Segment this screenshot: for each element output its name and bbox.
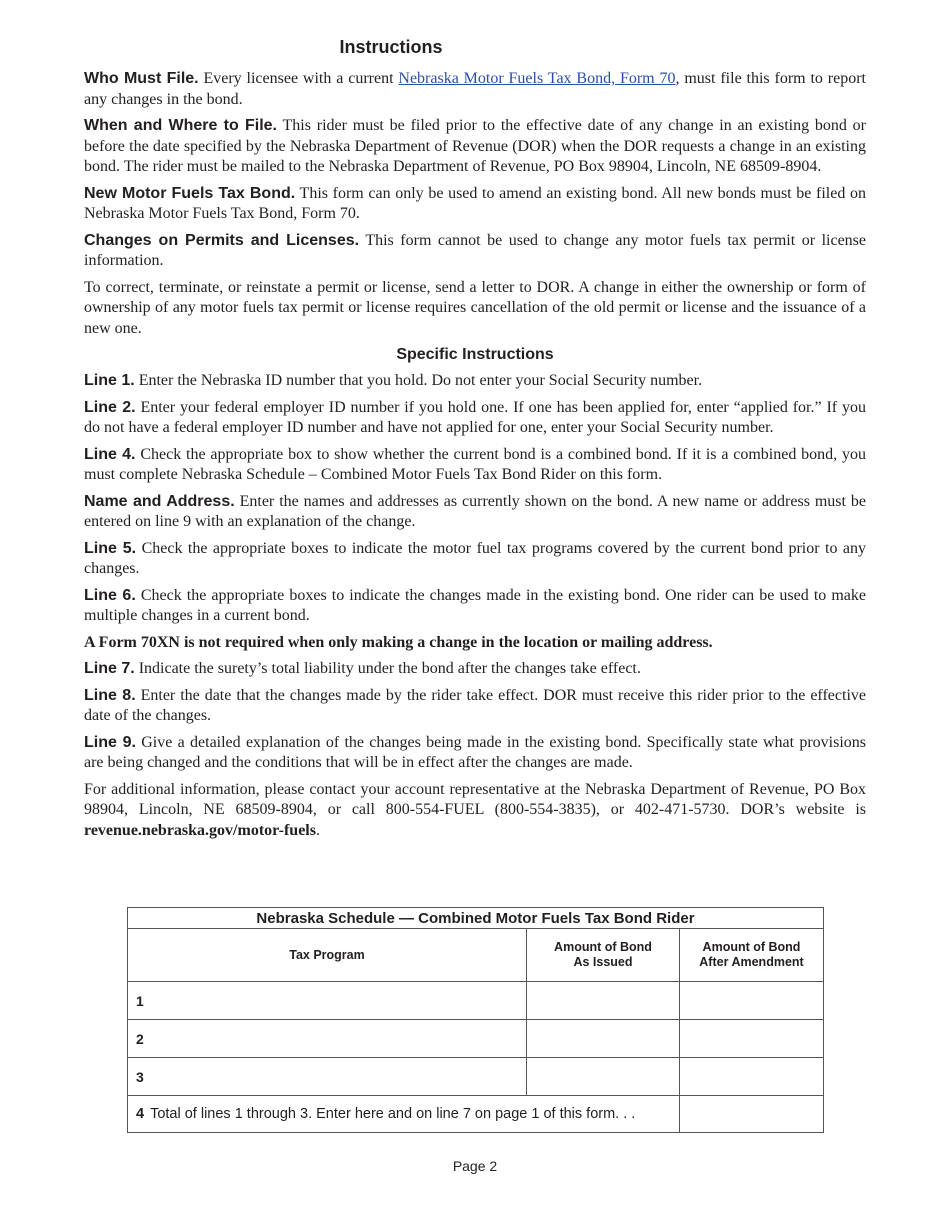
amount-after-cell[interactable] (680, 1058, 824, 1096)
table-row (128, 982, 824, 1020)
line6-paragraph (84, 586, 866, 627)
amount-issued-cell[interactable] (527, 1058, 680, 1096)
line8-lead: Line 8. (84, 686, 136, 704)
new-bond-lead: New Motor Fuels Tax Bond. (84, 184, 296, 202)
row-number[interactable]: 1 (128, 982, 527, 1020)
line2-paragraph (84, 398, 866, 439)
amount-after-header-line1: Amount of Bond (702, 940, 801, 954)
row-number[interactable]: 2 (128, 1020, 527, 1058)
line7-text: Indicate the surety’s total liability under the bond after the changes take effect. (134, 660, 641, 677)
line6-lead: Line 6. (84, 586, 136, 604)
amount-issued-cell[interactable] (527, 1020, 680, 1058)
new-bond-text: This form can only be used to amend an existing bond. All new bonds must be filed on Nebraska Motor Fuels Tax Bond, Form 70. (84, 184, 866, 222)
contact-paragraph (84, 780, 866, 842)
changes-lead: Changes on Permits and Licenses. (84, 231, 360, 249)
who-must-file-lead: Who Must File. (84, 70, 199, 87)
line4-text: Check the appropriate box to show whether the current bond is a combined bond. If it is a combined bond, you must complete Nebraska Schedule – Combined Motor Fuels Tax Bond Rider on this form. (84, 445, 866, 483)
line4-lead: Line 4. (84, 445, 136, 463)
who-must-file-text: Every licensee with a current (198, 70, 399, 87)
tax-program-header: Tax Program (128, 929, 527, 982)
line5-lead: Line 5. (84, 539, 137, 557)
line9-lead: Line 9. (84, 733, 136, 751)
name-address-text: Enter the names and addresses as currently shown on the bond. A new name or address must be entered on line 9 with an explanation of the change. (84, 492, 867, 530)
amount-after-header-line2: After Amendment (699, 955, 804, 969)
line8-paragraph (84, 686, 866, 727)
line7-paragraph (84, 659, 866, 680)
line1-lead: Line 1. (84, 372, 135, 389)
name-address-paragraph (84, 492, 866, 533)
correct-paragraph: To correct, terminate, or reinstate a permit or license, send a letter to DOR. A change in either the ownership or form of ownership of any motor fuels tax permit or license requires cancellation of the old permit or license and the issuance of a new one. (84, 278, 866, 337)
total-row-label (128, 1096, 680, 1133)
contact-end: . (315, 821, 320, 839)
amount-after-cell[interactable] (680, 982, 824, 1020)
contact-text: For additional information, please contact your account representative at the Nebraska Department of Revenue, PO Box 98904, Lincoln, NE 68509-8904, or call 800-554-FUEL (800-554-3835), or 402-471-5730. DOR’s website is (84, 780, 866, 818)
website-text: revenue.nebraska.gov/motor-fuels (84, 821, 316, 839)
instructions-body (84, 69, 866, 847)
form70xn-note: A Form 70XN is not required when only making a change in the location or mailing address. (84, 633, 713, 651)
form-70-link[interactable]: Nebraska Motor Fuels Tax Bond, Form 70 (398, 70, 676, 87)
changes-text: This form cannot be used to change any motor fuels tax permit or license information. (84, 231, 867, 269)
total-row-number: 4 (136, 1106, 145, 1122)
page-title: Instructions (339, 37, 443, 57)
name-address-lead: Name and Address. (84, 492, 235, 510)
table-row (128, 1058, 824, 1096)
specific-instructions-title: Specific Instructions (396, 346, 554, 363)
amount-issued-header-line2: As Issued (573, 955, 633, 969)
who-must-file-paragraph (84, 69, 866, 110)
total-amount-cell[interactable] (680, 1096, 824, 1133)
line6-text: Check the appropriate boxes to indicate the changes made in the existing bond. One rider can be used to make multiple changes in a current bond. (84, 586, 866, 624)
combined-bond-rider-schedule (127, 907, 824, 1133)
amount-issued-header (527, 929, 680, 982)
who-must-file-text-end: , must file this form to report any changes in the bond. (84, 70, 867, 108)
line7-lead: Line 7. (84, 660, 135, 677)
line4-paragraph (84, 445, 866, 486)
changes-paragraph (84, 231, 866, 272)
when-where-lead: When and Where to File. (84, 117, 277, 134)
line5-text: Check the appropriate boxes to indicate the motor fuel tax programs covered by the current bond prior to any changes. (84, 539, 866, 577)
page-number: Page 2 (452, 1158, 498, 1174)
amount-issued-cell[interactable] (527, 982, 680, 1020)
line9-paragraph (84, 733, 866, 774)
schedule-title: Nebraska Schedule — Combined Motor Fuels Tax Bond Rider (128, 908, 824, 929)
new-bond-paragraph (84, 184, 866, 225)
amount-after-cell[interactable] (680, 1020, 824, 1058)
amount-after-header (680, 929, 824, 982)
line2-text: Enter your federal employer ID number if you hold one. If one has been applied for, enter “applied for.” If you do not have a federal employer ID number and have not applied for one, enter your Social Security number. (84, 398, 866, 436)
table-row (128, 1020, 824, 1058)
row-number[interactable]: 3 (128, 1058, 527, 1096)
line5-paragraph (84, 539, 866, 580)
amount-issued-header-line1: Amount of Bond (554, 940, 652, 954)
total-row (128, 1096, 824, 1133)
line2-lead: Line 2. (84, 398, 136, 416)
total-row-text: Total of lines 1 through 3. Enter here and on line 7 on page 1 of this form. . . (150, 1106, 636, 1122)
line1-paragraph (84, 371, 866, 392)
line9-text: Give a detailed explanation of the changes being made in the existing bond. Specifically state what provisions are being changed and the conditions that will be in effect after the changes are made. (84, 733, 866, 771)
line8-text: Enter the date that the changes made by the rider take effect. DOR must receive this rider prior to the effective date of the changes. (84, 686, 866, 724)
when-where-paragraph (84, 116, 866, 178)
line1-text: Enter the Nebraska ID number that you hold. Do not enter your Social Security number. (134, 372, 703, 389)
when-where-text: This rider must be filed prior to the effective date of any change in an existing bond or before the date specified by the Nebraska Department of Revenue (DOR) when the DOR requests a change in an existing bond. The rider must be mailed to the Nebraska Department of Revenue, PO Box 98904, Lincoln, NE 68509-8904. (84, 117, 867, 175)
